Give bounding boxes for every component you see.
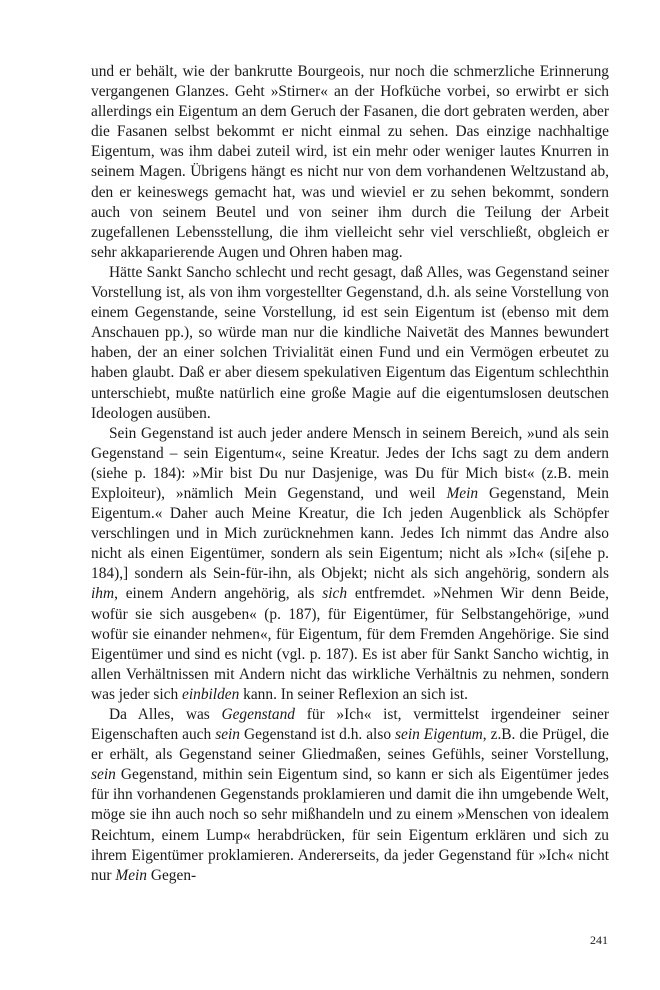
italic-text-run: sich <box>322 585 348 603</box>
paragraph <box>91 705 609 886</box>
paragraph <box>91 263 609 424</box>
text-run: für »Ich« ist, vermittelst irgendeiner seiner Eigenschaften auch <box>91 706 609 744</box>
text-run: Gegen- <box>147 866 197 884</box>
italic-text-run: Gegenstand <box>221 706 296 723</box>
text-run: , z.B. die Prügel, die er erhält, als Gegenstand seiner Gliedmaßen, seines Gefühls, seiner Vorstellung, <box>91 726 610 764</box>
paragraph <box>91 62 609 263</box>
italic-text-run: sein Eigentum <box>395 726 483 744</box>
text-run: , einem Andern angehörig, als <box>114 585 323 603</box>
italic-text-run: Mein <box>446 484 479 502</box>
text-run: Gegenstand ist d.h. also <box>240 726 396 744</box>
text-run: Sein Gegenstand ist auch jeder andere Mensch in seinem Bereich, »und als sein Gegenstand – sein Eigentum«, seine Kreatur. Jedes der Ichs sagt zu dem andern (siehe p. 184): »Mir bist Du nur Dasjenige, was Du für Mich bist« (z.B. mein Exploiteur), »nämlich Mein Gegenstand, und weil <box>91 424 609 502</box>
body-text <box>91 62 609 886</box>
text-run: entfremdet. »Nehmen Wir denn Beide, wofür sie sich ausgeben« (p. 187), für Eigentümer, für Selbstangehörige, »und wofür sie einander nehmen«, für Eigentum, für dem Fremden Angehörige. Sie sind Eigentümer und sind es nicht (vgl. p. 187). Es ist aber für Sankt Sancho wichtig, in allen Verhältnissen mit Andern nicht das wirkliche Verhältnis zu nehmen, sondern was jeder sich <box>91 585 609 703</box>
page-number: 241 <box>590 933 608 947</box>
italic-text-run: ihm <box>91 585 115 603</box>
italic-text-run: Mein <box>115 866 147 884</box>
italic-text-run: sein <box>91 766 116 784</box>
text-run: Gegenstand, Mein Eigentum.« Daher auch Meine Kreatur, die Ich jeden Augenblick als Schöpfer verschlingen und in Mich zurücknehmen kann. Jedes Ich nimmt das Andre also nicht als einen Eigentümer, sondern als sein Eigentum; nicht als »Ich« (si[ehe p. 184),] sondern als Sein-für-ihn, als Objekt; nicht als sich angehörig, sondern als <box>91 484 609 583</box>
italic-text-run: sein <box>215 726 240 744</box>
text-run: Gegenstand, mithin sein Eigentum sind, so kann er sich als Eigentümer jedes für ihn vorhandenen Gegenstands proklamieren und damit die ihn umgebende Welt, möge sie ihn auch noch so sehr mißhandeln und zu einem »Menschen von idealem Reichtum, einem Lump« herabdrücken, für sein Eigentum erklären und sich zu ihrem Eigentümer proklamieren. Andererseits, da jeder Gegenstand für »Ich« nicht nur <box>91 766 609 884</box>
paragraph <box>91 424 609 705</box>
text-run: Da Alles, was <box>109 706 222 723</box>
text-run: und er behält, wie der bankrutte Bourgeois, nur noch die schmerzliche Erinnerung vergangenen Glanzes. Geht »Stirner« an der Hofküche vorbei, so erwirbt er sich allerdings ein Eigentum an dem Geruch der Fasanen, die dort gebraten werden, aber die Fasanen selbst bekommt er nicht einmal zu sehen. Das einzige nachhaltige Eigentum, was ihm dabei zuteil wird, ist ein mehr oder weniger lautes Knurren in seinem Magen. Übrigens hängt es nicht nur von dem vorhandenen Weltzustand ab, den er keineswegs gemacht hat, was und wieviel er zu sehen bekommt, sondern auch von seinem Beutel und von seiner ihm durch die Teilung der Arbeit zugefallenen Lebensstellung, die ihm vielleicht sehr viel verschließt, obgleich er sehr akkaparierende Augen und Ohren haben mag. <box>91 63 609 261</box>
text-run: kann. In seiner Reflexion an sich ist. <box>239 685 468 703</box>
italic-text-run: einbilden <box>182 685 240 703</box>
text-run: Hätte Sankt Sancho schlecht und recht gesagt, daß Alles, was Gegenstand seiner Vorstellung ist, als von ihm vorgestellter Gegenstand, d.h. als seine Vorstellung von einem Gegenstande, seine Vorstellung, id est sein Eigentum ist (ebenso mit dem Anschauen pp.), so würde man nur die kindliche Naivetät des Mannes bewundert haben, der an einer solchen Trivialität einen Fund und ein Vermögen erbeutet zu haben glaubt. Daß er aber diesem spekulativen Eigentum das Eigentum schlechthin unterschiebt, mußte natürlich eine große Magie auf die eigentumslosen deutschen Ideologen ausüben. <box>91 263 609 422</box>
